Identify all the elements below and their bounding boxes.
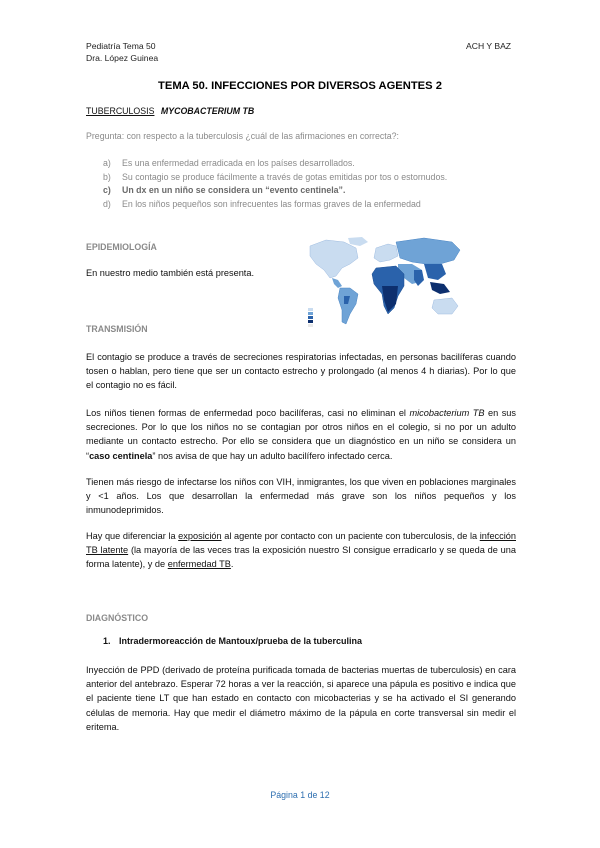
transmision-p4: Hay que diferenciar la exposición al agente por contacto con un paciente con tuberculosis, de la infección TB latente (la mayoría de las veces tras la exposición nuestro SI consigue erradicarlo y se queda de una forma latente), y de enfermedad TB. [86, 531, 516, 570]
epidemiologia-text: En nuestro medio también está presenta. [86, 268, 255, 278]
header-professor: Dra. López Guinea [86, 53, 159, 63]
world-tb-map-image [304, 234, 464, 330]
option-d: d) En los niños pequeños son infrecuentes las formas graves de la enfermedad [103, 198, 421, 209]
transmision-p1: El contagio se produce a través de secreciones respiratorias infectadas, en personas bacilíferas cuando tosen o hablan, pero tiene que ser un contacto estrecho y prolongado (al menos 4 h diarias). Por lo que el contagio no es fácil. [86, 352, 516, 391]
diagnostico-item-1 [103, 636, 362, 646]
transmision-p3: Tienen más riesgo de infectarse los niños con VIH, inmigrantes, los que viven en poblaciones marginales y <1 años. Los que desarrollan la enfermedad más grave son los niños pequeños y los inmunodeprimidos. [86, 477, 516, 516]
header-left [86, 40, 158, 64]
section-diagnostico-heading: DIAGNÓSTICO [86, 613, 149, 623]
subtitle [86, 106, 254, 116]
question-options [103, 157, 447, 211]
header-authors: ACH Y BAZ [466, 41, 512, 51]
subtitle-organism: MYCOBACTERIUM TB [160, 106, 255, 116]
option-a: a) Es una enfermedad erradicada en los países desarrollados. [103, 158, 355, 168]
section-transmision-heading: TRANSMISIÓN [86, 324, 148, 334]
subtitle-label: TUBERCULOSIS [86, 106, 155, 116]
section-epidemiologia-heading: EPIDEMIOLOGÍA [86, 242, 157, 252]
page-title: TEMA 50. INFECCIONES POR DIVERSOS AGENTES 2 [158, 80, 442, 92]
transmision-p2: Los niños tienen formas de enfermedad poco bacilíferas, casi no eliminan el micobacterium TB en sus secreciones. Por lo que los niños no se contagian por otros niños en el colegio, si no por un adulto mediante un contacto estrecho. Por ello se considera que un diagnóstico en un niño se considera un “caso centinela” nos avisa de que hay un adulto bacilífero infectado cerca. [86, 408, 516, 461]
option-c: c) Un dx en un niño se considera un “evento centinela”. [103, 185, 346, 196]
question-prompt: Pregunta: con respecto a la tuberculosis ¿cuál de las afirmaciones en correcta?: [86, 131, 399, 141]
page-number: Página 1 de 12 [270, 790, 330, 800]
header-course: Pediatría Tema 50 [86, 41, 156, 51]
diagnostico-p1: Inyección de PPD (derivado de proteína purificada tomada de bacterias muertas de tuberculosis) en cara anterior del antebrazo. Esperar 72 horas a ver la reacción, si aparece una pápula es positivo e indica que el paciente tiene LT que han estado en contacto con micobacterias y se ha activado el SI generando células de memoria. Hay que medir el diámetro máximo de la pápula en corte transversal sin medir el eritema. [86, 665, 516, 732]
world-map-icon [304, 234, 464, 330]
item-number: 1. [103, 636, 111, 646]
option-b: b) Su contagio se produce fácilmente a través de gotas emitidas por tos o estornudos. [103, 171, 448, 182]
item-title: Intradermoreacción de Mantoux/prueba de la tuberculina [119, 636, 363, 646]
